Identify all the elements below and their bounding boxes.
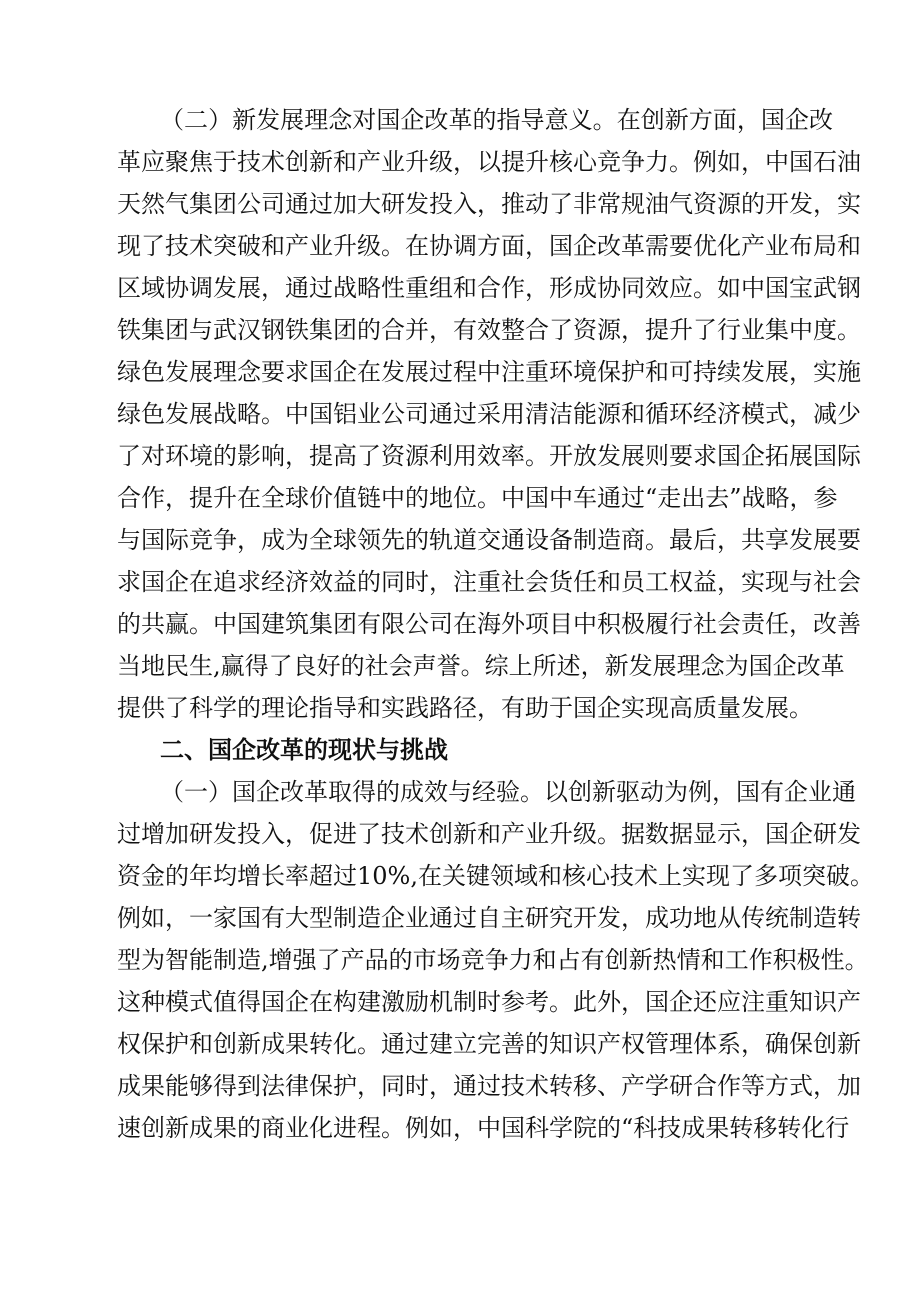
text-line: 绿色发展理念要求国企在发展过程中注重环境保护和可持续发展，实施 <box>117 358 861 386</box>
text-line: 速创新成果的商业化进程。例如，中国科学院的“科技成果转移转化行 <box>117 1114 850 1142</box>
text-line: 绿色发展战略。中国铝业公司通过采用清洁能源和循环经济模式，减少 <box>117 400 861 428</box>
text-line: 成果能够得到法律保护，同时，通过技术转移、产学研合作等方式，加 <box>117 1072 861 1100</box>
text-line: 求国企在追求经济效益的同时，注重社会货任和员工权益，实现与社会 <box>117 568 861 596</box>
text-line: 铁集团与武汉钢铁集团的合并，有效整合了资源，提升了行业集中度。 <box>117 316 861 344</box>
text-line: 革应聚焦于技术创新和产业升级，以提升核心竞争力。例如，中国石油 <box>117 148 861 176</box>
text-line: 现了技术突破和产业升级。在协调方面，国企改革需要优化产业布局和 <box>117 232 861 260</box>
text-line: （一）国企改革取得的成效与经验。以创新驱动为例，国有企业通 <box>160 778 856 806</box>
text-line: 资金的年均增长率超过10%,在关键领域和核心技术上实现了多项突破。 <box>117 862 874 890</box>
text-line: 天然气集团公司通过加大研发投入，推动了非常规油气资源的开发，实 <box>117 190 861 218</box>
section-heading: 二、国企改革的现状与挑战 <box>160 736 448 764</box>
text-line: 了对环境的影响，提高了资源利用效率。开放发展则要求国企拓展国际 <box>117 442 861 470</box>
text-line: 型为智能制造,增强了产品的市场竞争力和占有创新热情和工作积极性。 <box>117 946 869 974</box>
text-line: 的共赢。中国建筑集团有限公司在海外项目中积极履行社会责任，改善 <box>117 610 861 638</box>
text-line: 这种模式值得国企在构建激励机制时参考。此外，国企还应注重知识产 <box>117 988 861 1016</box>
text-line: 当地民生,赢得了良好的社会声誉。综上所述，新发展理念为国企改革 <box>117 652 845 680</box>
text-line: （二）新发展理念对国企改革的指导意义。在创新方面，国企改 <box>160 106 833 134</box>
text-line: 过增加研发投入，促进了技术创新和产业升级。据数据显示，国企研发 <box>117 820 861 848</box>
text-line: 例如，一家国有大型制造企业通过自主研究开发，成功地从传统制造转 <box>117 904 861 932</box>
text-line: 提供了科学的理论指导和实践路径，有助于国企实现高质量发展。 <box>117 694 813 722</box>
text-line: 区域协调发展，通过战略性重组和合作，形成协同效应。如中国宝武钢 <box>117 274 861 302</box>
text-line: 与国际竞争，成为全球领先的轨道交通设备制造商。最后，共享发展要 <box>117 526 861 554</box>
text-line: 合作，提升在全球价值链中的地位。中国中车通过“走出去”战略，参 <box>117 484 838 512</box>
text-line: 权保护和创新成果转化。通过建立完善的知识产权管理体系，确保创新 <box>117 1030 861 1058</box>
